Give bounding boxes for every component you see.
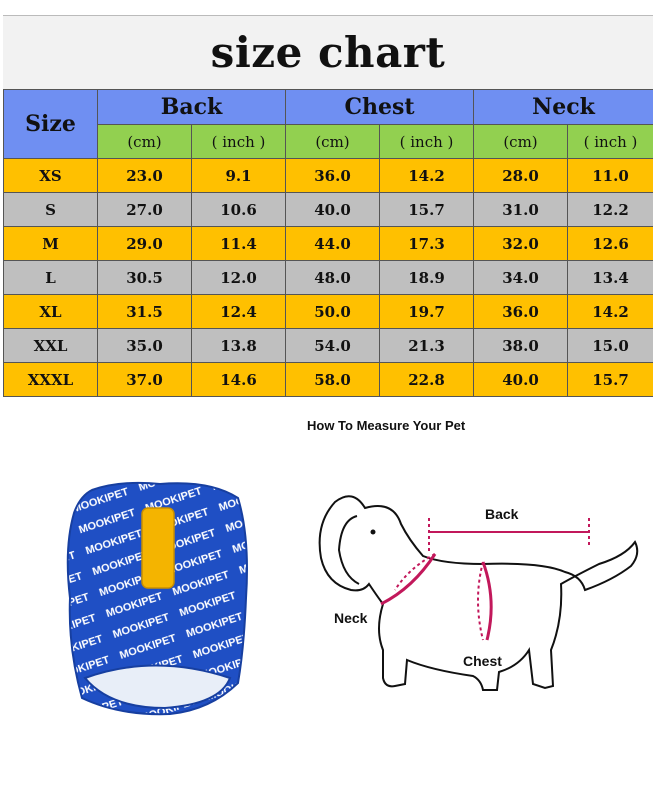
- unit-header: ( inch ): [192, 125, 286, 159]
- size-cell: S: [4, 193, 98, 227]
- neck-label: Neck: [334, 610, 368, 626]
- chest-inch-cell: 22.8: [380, 363, 474, 397]
- dog-eye: [371, 530, 376, 535]
- back-label: Back: [485, 506, 519, 522]
- neck-cm-cell: 32.0: [474, 227, 568, 261]
- back-header: Back: [98, 90, 286, 125]
- back-inch-cell: 11.4: [192, 227, 286, 261]
- back-inch-cell: 12.4: [192, 295, 286, 329]
- shirt-tab: [142, 508, 174, 588]
- size-chart: [3, 15, 653, 400]
- neck-cm-cell: 40.0: [474, 363, 568, 397]
- chest-header: Chest: [286, 90, 474, 125]
- neck-inch-cell: 14.2: [568, 295, 653, 329]
- chest-inch-cell: 18.9: [380, 261, 474, 295]
- neck-inch-cell: 12.6: [568, 227, 653, 261]
- neck-inch-cell: 11.0: [568, 159, 653, 193]
- chest-inch-cell: 14.2: [380, 159, 474, 193]
- back-inch-cell: 9.1: [192, 159, 286, 193]
- size-table: [3, 89, 653, 397]
- chest-cm-cell: 54.0: [286, 329, 380, 363]
- size-header: Size: [4, 90, 98, 159]
- unit-header: ( inch ): [568, 125, 653, 159]
- chest-cm-cell: 48.0: [286, 261, 380, 295]
- back-cm-cell: 30.5: [98, 261, 192, 295]
- size-cell: XXXL: [4, 363, 98, 397]
- chest-cm-cell: 44.0: [286, 227, 380, 261]
- back-cm-cell: 27.0: [98, 193, 192, 227]
- size-cell: XXL: [4, 329, 98, 363]
- table-row: [4, 193, 653, 227]
- back-cm-cell: 37.0: [98, 363, 192, 397]
- chest-cm-cell: 36.0: [286, 159, 380, 193]
- table-row: [4, 295, 653, 329]
- unit-header: (cm): [474, 125, 568, 159]
- table-row: [4, 261, 653, 295]
- neck-inch-cell: 13.4: [568, 261, 653, 295]
- chest-inch-cell: 17.3: [380, 227, 474, 261]
- back-cm-cell: 29.0: [98, 227, 192, 261]
- neck-inch-cell: 12.2: [568, 193, 653, 227]
- chest-inch-cell: 21.3: [380, 329, 474, 363]
- neck-inch-cell: 15.0: [568, 329, 653, 363]
- neck-cm-cell: 34.0: [474, 261, 568, 295]
- unit-header: (cm): [98, 125, 192, 159]
- size-cell: XL: [4, 295, 98, 329]
- neck-cm-cell: 38.0: [474, 329, 568, 363]
- unit-header: ( inch ): [380, 125, 474, 159]
- chart-title: size chart: [210, 28, 446, 77]
- size-cell: L: [4, 261, 98, 295]
- table-row: [4, 329, 653, 363]
- back-inch-cell: 12.0: [192, 261, 286, 295]
- chest-label: Chest: [463, 653, 502, 669]
- table-row: [4, 363, 653, 397]
- table-row: [4, 159, 653, 193]
- back-cm-cell: 35.0: [98, 329, 192, 363]
- table-row: [4, 227, 653, 261]
- chest-cm-cell: 40.0: [286, 193, 380, 227]
- back-inch-cell: 14.6: [192, 363, 286, 397]
- chest-inch-cell: 15.7: [380, 193, 474, 227]
- neck-cm-cell: 36.0: [474, 295, 568, 329]
- chest-inch-cell: 19.7: [380, 295, 474, 329]
- title-band: [3, 16, 653, 89]
- back-cm-cell: 23.0: [98, 159, 192, 193]
- neck-cm-cell: 28.0: [474, 159, 568, 193]
- size-cell: XS: [4, 159, 98, 193]
- back-cm-cell: 31.5: [98, 295, 192, 329]
- neck-cm-cell: 31.0: [474, 193, 568, 227]
- neck-inch-cell: 15.7: [568, 363, 653, 397]
- back-inch-cell: 10.6: [192, 193, 286, 227]
- back-inch-cell: 13.8: [192, 329, 286, 363]
- unit-header: (cm): [286, 125, 380, 159]
- neck-header: Neck: [474, 90, 653, 125]
- chest-cm-cell: 50.0: [286, 295, 380, 329]
- measure-heading: How To Measure Your Pet: [307, 418, 466, 433]
- pet-shirt-image: [60, 478, 255, 728]
- size-cell: M: [4, 227, 98, 261]
- chest-cm-cell: 58.0: [286, 363, 380, 397]
